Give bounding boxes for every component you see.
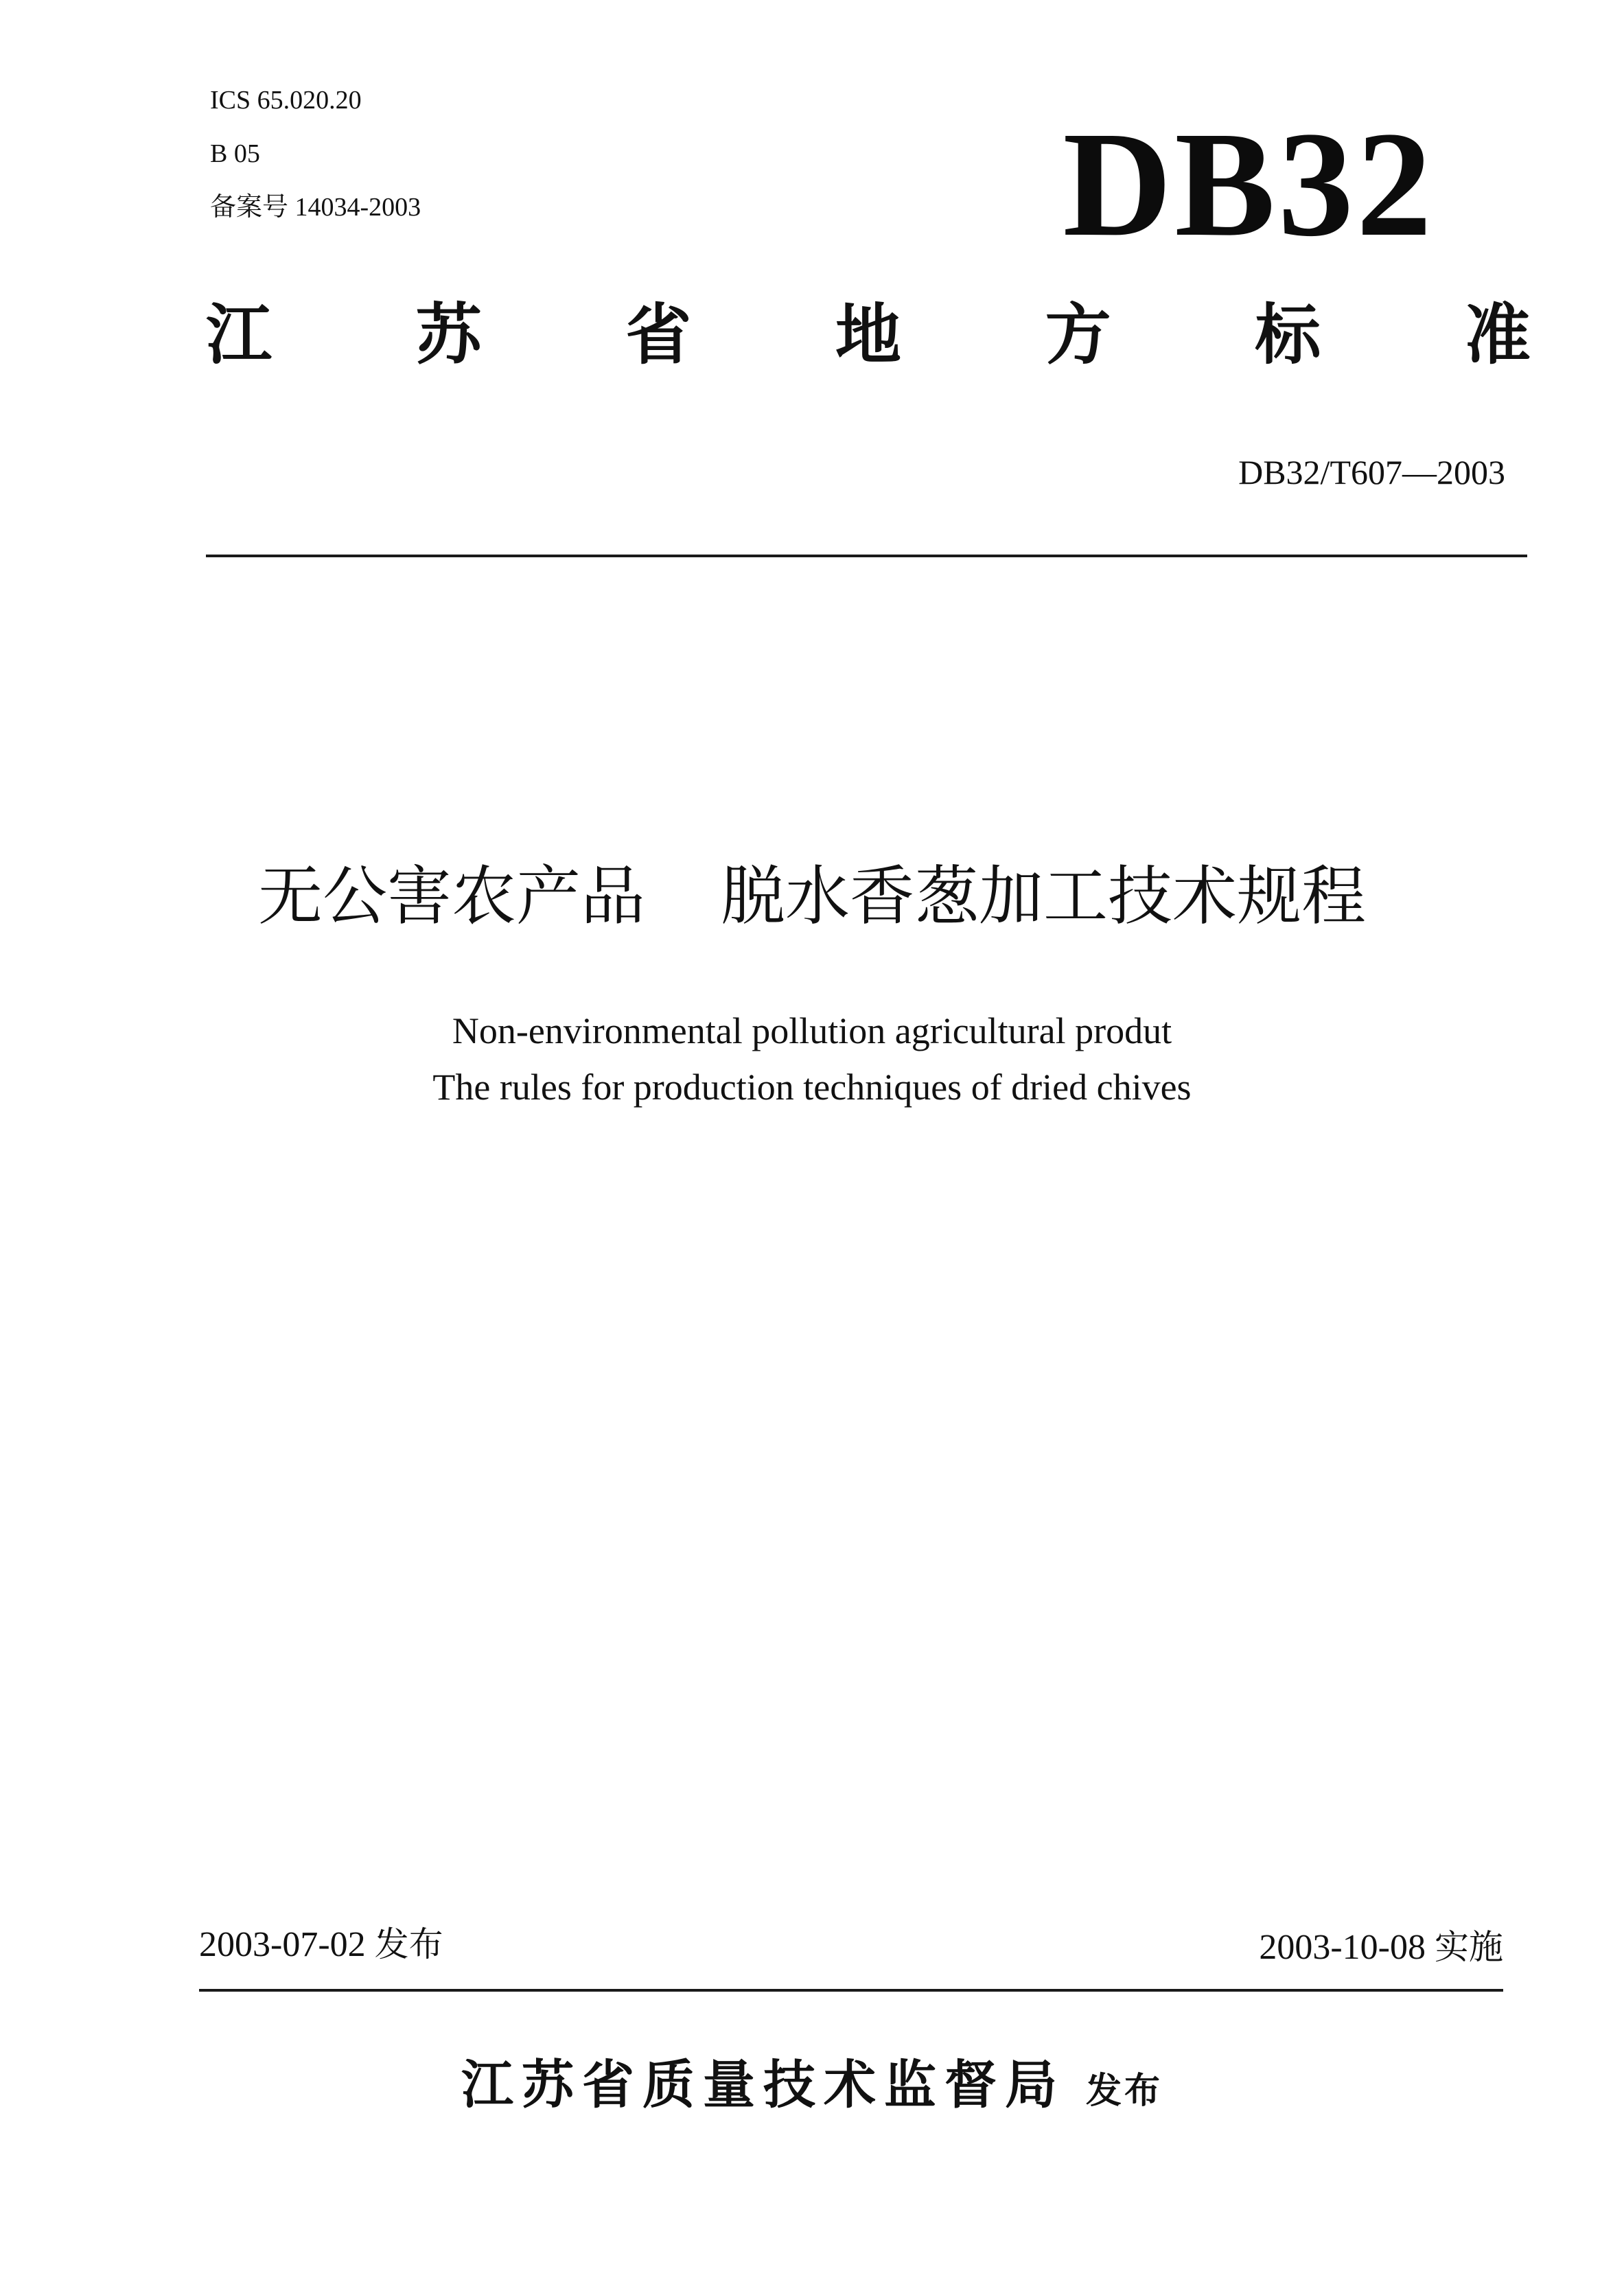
standard-type-char: 标 <box>1255 296 1321 373</box>
standard-type-char: 江 <box>206 296 272 373</box>
publisher <box>0 2054 1624 2115</box>
bottom-divider <box>199 1989 1503 1992</box>
ics-code: ICS 65.020.20 <box>210 86 362 115</box>
effective-date <box>1259 1927 1503 1967</box>
standard-type-heading <box>206 296 1531 373</box>
title-english-line2: The rules for production techniques of dried chives <box>432 1067 1192 1108</box>
issue-date-label: 发布 <box>374 1924 443 1964</box>
title-cn-part2: 脱水香葱加工技术规程 <box>721 859 1367 934</box>
publisher-name: 江苏省质量技术监督局 <box>461 2054 1065 2115</box>
standard-type-char: 苏 <box>415 296 482 373</box>
standard-type-char: 准 <box>1464 296 1531 373</box>
standard-type-char: 方 <box>1045 296 1111 373</box>
title-chinese <box>0 859 1624 934</box>
standard-type-char: 地 <box>835 296 901 373</box>
top-divider <box>206 555 1527 557</box>
effective-date-value: 2003-10-08 <box>1259 1928 1426 1967</box>
effective-date-label: 实施 <box>1435 1927 1503 1967</box>
record-number: 备案号 14034-2003 <box>210 193 421 222</box>
issue-date-value: 2003-07-02 <box>199 1925 366 1964</box>
publisher-suffix: 发布 <box>1085 2071 1163 2112</box>
standard-number: DB32/T607—2003 <box>1238 453 1505 491</box>
standard-type-char: 省 <box>625 296 692 373</box>
ccs-code: B 05 <box>210 139 260 168</box>
title-english-line1: Non-environmental pollution agricultural produt <box>452 1010 1172 1051</box>
issue-date <box>199 1924 443 1964</box>
standard-logo: DB32 <box>1063 100 1435 268</box>
title-cn-part1: 无公害农产品 <box>257 859 645 934</box>
